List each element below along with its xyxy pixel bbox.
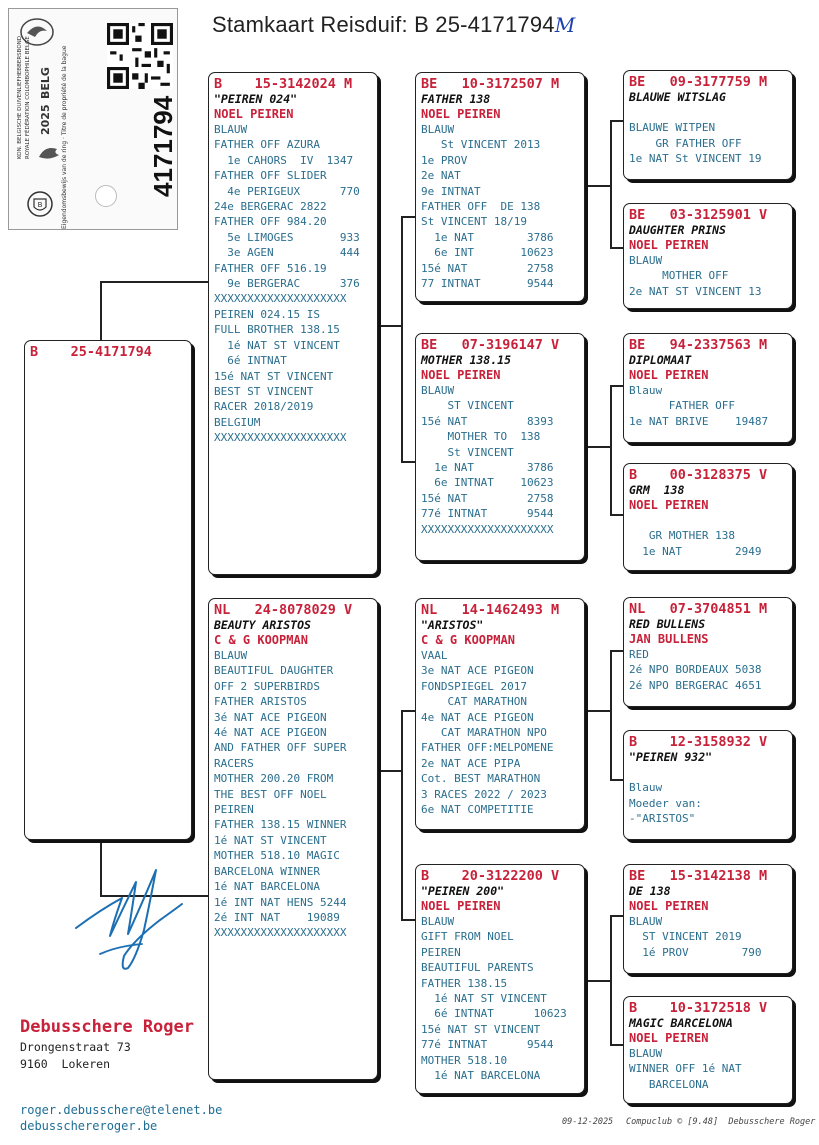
card-note-line: PEIREN [421, 945, 461, 959]
card-note-line: GR MOTHER 138 [629, 529, 735, 543]
card-note-line: BEAUTIFUL PARENTS [421, 961, 534, 975]
card-note-line: 6e NAT COMPETITIE [421, 803, 534, 817]
connector [610, 915, 612, 1045]
card-ring: BE 07-3196147 V [421, 337, 560, 353]
card-note-line: 4é NAT ACE PIGEON [214, 726, 327, 740]
card-note-line: 1e CAHORS IV 1347 [214, 153, 354, 167]
card-ring: BE 94-2337563 M [629, 337, 768, 353]
pedigree-card-ddd[interactable] [623, 996, 793, 1104]
card-note-line: St VINCENT [421, 445, 514, 459]
card-note-line: 1e PROV [421, 153, 468, 167]
card-note-line: 15é NAT 2758 [421, 491, 554, 505]
card-ring: B 10-3172518 V [629, 1000, 768, 1016]
connector [610, 120, 612, 248]
card-notes [629, 914, 787, 960]
card-breeder: NOEL PEIREN [421, 899, 501, 913]
card-note-line: 24e BERGERAC 2822 [214, 200, 327, 214]
card-note-line: Blauw [629, 384, 663, 397]
footer-date: 09-12-2025 [562, 1117, 614, 1127]
owner-street: Drongenstraat 73 [20, 1040, 131, 1054]
card-note-line: BEAUTIFUL DAUGHTER [214, 664, 334, 678]
ownership-text: Eigendomsbewijs van de ring · Titre de propriété de la bague [61, 45, 68, 229]
card-note-line: FATHER 138.15 [421, 976, 508, 990]
ring-year: 2025 [39, 104, 52, 135]
pedigree-card-dds[interactable] [623, 864, 793, 974]
card-breeder: NOEL PEIREN [629, 1031, 709, 1045]
card-note-line: FATHER 138.15 WINNER [214, 818, 347, 832]
card-note-line: 2e NAT ACE PIPA [421, 756, 521, 770]
card-notes [214, 122, 372, 446]
card-note-line: FATHER ARISTOS [214, 695, 307, 709]
card-ring: BE 03-3125901 V [629, 207, 768, 223]
card-note-line: BEST ST VINCENT [214, 384, 314, 398]
card-note-line: St VINCENT 18/19 [421, 215, 527, 229]
card-note-line: 6é INTNAT 10623 [421, 1007, 567, 1021]
card-note-line: 15é NAT ST VINCENT [421, 1022, 541, 1036]
pedigree-card-sire[interactable] [208, 72, 378, 575]
card-pigeon-name: BLAUWE WITSLAG [629, 90, 726, 104]
card-note-line: 3e NAT ACE PIGEON [421, 664, 534, 678]
card-note-line [629, 105, 787, 120]
card-ring: B 00-3128375 V [629, 467, 768, 483]
connector [584, 980, 611, 982]
card-note-line: 6e INTNAT 10623 [421, 476, 554, 490]
card-note-line: BLAUW [629, 915, 663, 928]
card-breeder: NOEL PEIREN [629, 238, 709, 252]
card-note-line: BLAUW [214, 123, 248, 136]
card-note-line: ST VINCENT [421, 399, 514, 413]
pedigree-card-subject[interactable] [24, 340, 192, 840]
pigeon-icon [35, 141, 63, 165]
card-notes [629, 765, 787, 827]
card-notes [629, 1046, 787, 1092]
card-note-line: 77é INTNAT 9544 [421, 507, 554, 521]
connector [584, 710, 611, 712]
pedigree-card-dam[interactable] [208, 598, 378, 1080]
card-note-line: XXXXXXXXXXXXXXXXXXXX [214, 926, 347, 940]
pedigree-card-sds[interactable] [623, 333, 793, 443]
card-breeder: C & G KOOPMAN [421, 633, 515, 647]
card-notes [629, 383, 787, 429]
card-note-line: 6e INT 10623 [421, 246, 554, 260]
ring-label [8, 8, 178, 230]
owner-city: 9160 Lokeren [20, 1057, 111, 1071]
card-note-line: St VINCENT 2013 [421, 138, 541, 152]
card-note-line: RED [629, 648, 649, 661]
card-note-line [629, 765, 787, 780]
card-note-line: XXXXXXXXXXXXXXXXXXXX [214, 431, 347, 445]
card-pigeon-name: "PEIREN 024" [214, 92, 298, 106]
card-breeder: NOEL PEIREN [421, 368, 501, 382]
card-notes [629, 253, 787, 299]
card-note-line: GR FATHER OFF [629, 136, 742, 150]
card-note-line: MOTHER TO 138 [421, 430, 541, 444]
page-title [212, 12, 575, 38]
card-note-line: 1e NAT 3786 [421, 230, 554, 244]
card-ring: B 20-3122200 V [421, 868, 560, 884]
ring-country: BELG [39, 67, 52, 99]
card-notes [421, 383, 579, 537]
connector [610, 650, 612, 780]
connector [377, 770, 402, 772]
card-breeder: JAN BULLENS [629, 632, 709, 646]
card-note-line: FATHER OFF 516.19 [214, 261, 327, 275]
card-note-line: XXXXXXXXXXXXXXXXXXXX [421, 522, 554, 536]
card-notes [421, 648, 579, 817]
card-pigeon-name: "ARISTOS" [421, 618, 484, 632]
card-notes [629, 513, 787, 559]
card-breeder: NOEL PEIREN [214, 107, 294, 121]
card-note-line: 1e NAT St VINCENT 19 [629, 152, 762, 166]
card-pigeon-name: DE 138 [629, 884, 671, 898]
card-note-line: 3e AGEN 444 [214, 246, 360, 260]
card-note-line: MOTHER OFF [629, 269, 729, 283]
card-note-line: THE BEST OFF NOEL [214, 787, 327, 801]
card-note-line: 1é NAT ST VINCENT [214, 338, 340, 352]
label-punch-hole [95, 185, 117, 207]
pedigree-card-dss[interactable] [623, 597, 793, 707]
card-pigeon-name: RED BULLENS [629, 617, 706, 631]
card-ring: BE 10-3172507 M [421, 76, 560, 92]
connector [100, 281, 210, 283]
owner-name: Debusschere Roger [20, 1017, 194, 1037]
card-note-line: FATHER OFF [629, 399, 735, 413]
pedigree-card-dsd[interactable] [623, 730, 793, 840]
card-pigeon-name: BEAUTY ARISTOS [214, 618, 311, 632]
card-pigeon-name: "PEIREN 200" [421, 884, 505, 898]
card-pigeon-name: GRM 138 [629, 483, 685, 497]
card-pigeon-name: MOTHER 138.15 [421, 353, 512, 367]
handwritten-signature [70, 850, 190, 980]
connector [100, 281, 102, 341]
card-note-line: MOTHER 518.10 MAGIC [214, 849, 340, 863]
title-sex-suffix: M [554, 13, 576, 37]
pedigree-card-ssd[interactable] [623, 203, 793, 309]
card-note-line: 15é NAT 2758 [421, 261, 554, 275]
card-note-line: 15é NAT 8393 [421, 414, 554, 428]
card-notes [629, 105, 787, 167]
card-ring: NL 07-3704851 M [629, 601, 768, 617]
card-notes [629, 647, 787, 693]
card-note-line: FATHER OFF DE 138 [421, 200, 541, 214]
card-note-line: AND FATHER OFF SUPER [214, 741, 347, 755]
card-note-line: 15é NAT ST VINCENT [214, 369, 334, 383]
connector [584, 185, 611, 187]
card-note-line: FONDSPIEGEL 2017 [421, 679, 527, 693]
connector [401, 216, 403, 462]
owner-email[interactable]: roger.debusschere@telenet.be [20, 1103, 223, 1117]
footer-software: Compuclub © [9.48] Debusschere Roger [626, 1117, 816, 1127]
card-ring: B 12-3158932 V [629, 734, 768, 750]
card-note-line: Moeder van: [629, 796, 702, 810]
card-pigeon-name: "PEIREN 932" [629, 750, 713, 764]
card-note-line: 2é NPO BORDEAUX 5038 [629, 663, 762, 677]
card-note-line: 3é NAT ACE PIGEON [214, 710, 327, 724]
card-note-line: 1é NAT ST VINCENT [214, 833, 327, 847]
card-note-line: ST VINCENT 2019 [629, 930, 742, 944]
card-note-line: 2e NAT ST VINCENT 13 [629, 284, 762, 298]
connector [584, 446, 611, 448]
card-note-line: 1é INT NAT HENS 5244 [214, 895, 347, 909]
card-note-line: 1é NAT ST VINCENT [421, 992, 547, 1006]
card-note-line: 9e INTNAT [421, 184, 481, 198]
card-ring: B 25-4171794 [30, 344, 152, 360]
card-notes [421, 914, 579, 1083]
federation-logo [17, 15, 57, 49]
card-note-line: 9e BERGERAC 376 [214, 277, 360, 291]
card-note-line: BLAUW [421, 123, 455, 136]
card-note-line: FATHER OFF:MELPOMENE [421, 741, 554, 755]
card-note-line: BLAUWE WITPEN [629, 121, 716, 135]
card-note-line: PEIREN [214, 803, 254, 817]
card-note-line: BLAUW [629, 254, 663, 267]
card-note-line: BLAUW [421, 384, 455, 397]
card-note-line: 5e LIMOGES 933 [214, 230, 360, 244]
title-main: Stamkaart Reisduif: B 25-4171794 [212, 12, 555, 37]
card-breeder: NOEL PEIREN [629, 368, 709, 382]
pedigree-card-sss[interactable] [623, 70, 793, 180]
card-note-line: FATHER OFF SLIDER [214, 169, 327, 183]
card-note-line: PEIREN 024.15 IS [214, 307, 320, 321]
card-ring: NL 14-1462493 M [421, 602, 560, 618]
card-ring: B 15-3142024 M [214, 76, 353, 92]
card-note-line: -"ARISTOS" [629, 812, 696, 826]
card-note-line: 3 RACES 2022 / 2023 [421, 787, 547, 801]
pedigree-card-sdd[interactable] [623, 463, 793, 571]
pedigree-card-sire-sire[interactable] [415, 72, 585, 302]
ring-number: 4171794 [148, 95, 178, 197]
card-note-line: Cot. BEST MARATHON [421, 772, 541, 786]
card-note-line: 2é NPO BERGERAC 4651 [629, 678, 762, 692]
card-note-line: 1e NAT BRIVE 19487 [629, 414, 769, 428]
card-note-line: 4e NAT ACE PIGEON [421, 710, 534, 724]
card-note-line: 77 INTNAT 9544 [421, 277, 554, 291]
card-note-line: MOTHER 200.20 FROM [214, 772, 334, 786]
card-note-line: 4e PERIGEUX 770 [214, 184, 360, 198]
pedigree-card-dam-dam[interactable] [415, 864, 585, 1094]
card-note-line: 1é PROV 790 [629, 945, 762, 959]
card-note-line: 2é INT NAT 19089 [214, 910, 340, 924]
card-note-line [629, 513, 787, 528]
card-breeder: NOEL PEIREN [421, 107, 501, 121]
card-note-line: GIFT FROM NOEL [421, 930, 514, 944]
card-note-line: FATHER OFF 984.20 [214, 215, 327, 229]
card-note-line: 6é INTNAT [214, 354, 287, 368]
card-pigeon-name: DAUGHTER PRINS [629, 223, 726, 237]
card-note-line: BARCELONA [629, 1077, 709, 1091]
connector [610, 385, 612, 515]
card-note-line: RACER 2018/2019 [214, 400, 314, 414]
card-pigeon-name: FATHER 138 [421, 92, 491, 106]
card-breeder: NOEL PEIREN [629, 899, 709, 913]
card-breeder: C & G KOOPMAN [214, 633, 308, 647]
card-note-line: OFF 2 SUPERBIRDS [214, 679, 320, 693]
card-note-line: BLAUW [629, 1047, 663, 1060]
card-note-line: FATHER OFF AZURA [214, 138, 320, 152]
card-note-line: VAAL [421, 649, 448, 662]
card-note-line: CAT MARATHON NPO [421, 726, 547, 740]
card-note-line: CAT MARATHON [421, 695, 527, 709]
federation-nl: KON. BELGISCHE DUIVENLIEFHEBBERSBOND [17, 36, 23, 159]
card-note-line: RACERS [214, 756, 254, 770]
card-pigeon-name: MAGIC BARCELONA [629, 1016, 733, 1030]
connector [377, 325, 402, 327]
card-ring: NL 24-8078029 V [214, 602, 353, 618]
card-ring: BE 15-3142138 M [629, 868, 768, 884]
pedigree-card-sire-dam[interactable] [415, 333, 585, 561]
card-ring: BE 09-3177759 M [629, 74, 768, 90]
qr-code-icon [107, 23, 173, 89]
card-note-line: 1e NAT 2949 [629, 544, 762, 558]
card-notes [214, 648, 372, 941]
svg-text:B: B [37, 201, 43, 209]
card-note-line: BARCELONA WINNER [214, 864, 320, 878]
owner-website[interactable]: debusschereroger.be [20, 1119, 158, 1133]
pedigree-card-dam-sire[interactable] [415, 598, 585, 830]
card-note-line: 1e NAT 3786 [421, 461, 554, 475]
card-note-line: WINNER OFF 1é NAT [629, 1062, 742, 1076]
card-note-line: 77é INTNAT 9544 [421, 1038, 554, 1052]
crest-icon [25, 189, 55, 219]
card-note-line: BELGIUM [214, 415, 261, 429]
connector [401, 710, 403, 920]
card-note-line: 1é NAT BARCELONA [214, 880, 320, 894]
card-note-line: Blauw [629, 781, 663, 795]
card-note-line: BLAUW [214, 649, 248, 662]
card-note-line: FULL BROTHER 138.15 [214, 323, 340, 337]
card-note-line: 2e NAT [421, 169, 461, 183]
federation-fr: ROYALE FÉDÉRATION COLOMBOPHILE BELGE [25, 36, 31, 159]
card-pigeon-name: DIPLOMAAT [629, 353, 692, 367]
card-breeder: NOEL PEIREN [629, 498, 709, 512]
card-note-line: 1é NAT BARCELONA [421, 1069, 541, 1083]
card-note-line: XXXXXXXXXXXXXXXXXXXX [214, 292, 347, 306]
card-notes [421, 122, 579, 291]
card-note-line: MOTHER 518.10 [421, 1053, 508, 1067]
card-note-line: BLAUW [421, 915, 455, 928]
